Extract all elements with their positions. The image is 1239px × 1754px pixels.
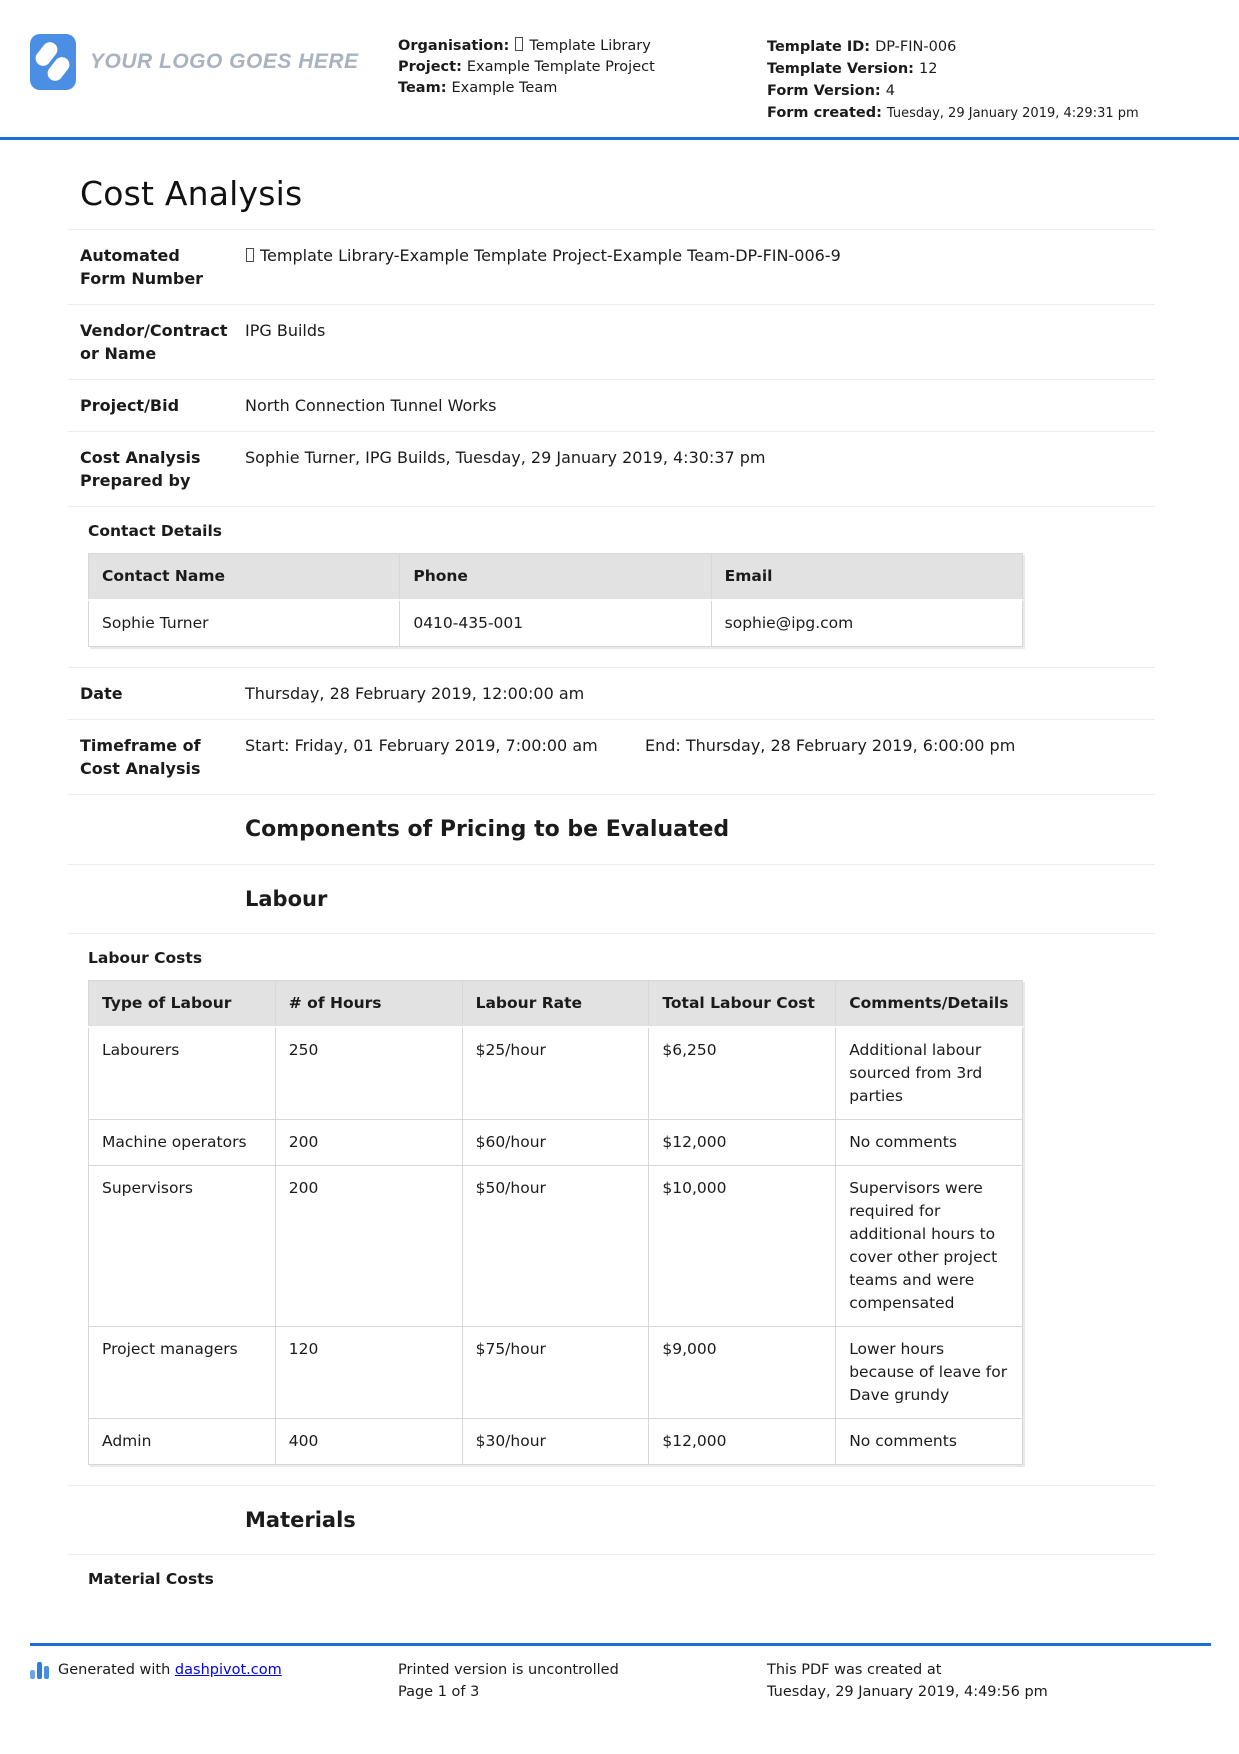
- comments-cell: Lower hours because of leave for Dave grundy: [836, 1327, 1023, 1419]
- table-header-row: [89, 981, 1023, 1028]
- field-value: North Connection Tunnel Works: [245, 396, 497, 415]
- field-project-bid: [68, 379, 1155, 431]
- field-date: [68, 667, 1155, 719]
- hours-cell: 250: [275, 1027, 462, 1120]
- total-cell: $12,000: [649, 1120, 836, 1166]
- rate-cell: $75/hour: [462, 1327, 649, 1419]
- column-header-labour-rate: Labour Rate: [462, 981, 649, 1028]
- project-line: Project: Example Template Project: [398, 59, 655, 75]
- column-header-phone: Phone: [400, 554, 711, 601]
- field-label: Cost Analysis Prepared by: [80, 448, 201, 490]
- column-header-hours: # of Hours: [275, 981, 462, 1028]
- rate-cell: $50/hour: [462, 1166, 649, 1327]
- footer-created-note: [767, 1659, 1211, 1703]
- organisation-line: Organisation: Template Library: [398, 38, 651, 54]
- contact-name-cell: Sophie Turner: [89, 600, 400, 647]
- form-version-line: Form Version: 4: [767, 83, 895, 99]
- section-heading: Labour: [245, 887, 328, 911]
- labour-costs-label: Labour Costs: [88, 949, 203, 967]
- rate-cell: $60/hour: [462, 1120, 649, 1166]
- page-header: [0, 0, 1239, 125]
- field-label: Automated Form Number: [80, 246, 204, 288]
- components-heading-block: [68, 794, 1155, 864]
- field-vendor-contractor-name: [68, 304, 1155, 379]
- type-cell: Supervisors: [89, 1166, 276, 1327]
- page-footer: [30, 1643, 1211, 1703]
- hours-cell: 200: [275, 1120, 462, 1166]
- contact-details-label: Contact Details: [88, 522, 223, 540]
- field-label: Date: [80, 684, 123, 703]
- labour-costs-section: [68, 933, 1155, 1485]
- hours-cell: 120: [275, 1327, 462, 1419]
- rate-cell: $25/hour: [462, 1027, 649, 1120]
- comments-cell: Additional labour sourced from 3rd parties: [836, 1027, 1023, 1120]
- comments-cell: Supervisors were required for additional hours to cover other project teams and were compensated: [836, 1166, 1023, 1327]
- type-cell: Labourers: [89, 1027, 276, 1120]
- field-value: IPG Builds: [245, 321, 326, 340]
- pdf-created-timestamp: Tuesday, 29 January 2019, 4:49:56 pm: [767, 1684, 1048, 1700]
- total-cell: $6,250: [649, 1027, 836, 1120]
- table-row: [89, 1166, 1023, 1327]
- labour-costs-table: [88, 980, 1023, 1465]
- field-automated-form-number: [68, 229, 1155, 304]
- field-label: Vendor/Contractor Name: [80, 321, 228, 363]
- header-org-block: [398, 34, 767, 125]
- field-label: Timeframe of Cost Analysis: [80, 736, 201, 778]
- page-title: Cost Analysis: [80, 174, 303, 213]
- timeframe-end: End: Thursday, 28 February 2019, 6:00:00 pm: [645, 736, 1016, 755]
- table-header-row: [89, 554, 1023, 601]
- comments-cell: No comments: [836, 1120, 1023, 1166]
- field-value: Template Library-Example Template Project-Example Team-DP-FIN-006-9: [230, 244, 1155, 290]
- type-cell: Admin: [89, 1419, 276, 1465]
- comments-cell: No comments: [836, 1419, 1023, 1465]
- column-header-email: Email: [711, 554, 1022, 601]
- contact-details-table: [88, 553, 1023, 647]
- field-prepared-by: [68, 431, 1155, 506]
- missing-glyph-icon: [246, 248, 254, 262]
- dashpivot-link[interactable]: dashpivot.com: [174, 1662, 282, 1678]
- footer-generated: [30, 1659, 398, 1703]
- type-cell: Machine operators: [89, 1120, 276, 1166]
- missing-glyph-icon: [515, 37, 523, 51]
- form-body: [68, 140, 1155, 1608]
- logo-mark-icon: [30, 34, 76, 90]
- footer-printed-note: [398, 1659, 767, 1703]
- timeframe-start: Start: Friday, 01 February 2019, 7:00:00 am: [245, 736, 598, 755]
- total-cell: $9,000: [649, 1327, 836, 1419]
- table-row: [89, 1419, 1023, 1465]
- material-costs-section: [68, 1554, 1155, 1608]
- total-cell: $10,000: [649, 1166, 836, 1327]
- material-costs-label: Material Costs: [88, 1570, 214, 1588]
- type-cell: Project managers: [89, 1327, 276, 1419]
- company-logo: [30, 34, 398, 125]
- dashpivot-bars-icon: [30, 1662, 49, 1679]
- pdf-created-text: This PDF was created at: [767, 1662, 942, 1678]
- total-cell: $12,000: [649, 1419, 836, 1465]
- materials-heading-block: [68, 1485, 1155, 1554]
- section-heading: Materials: [245, 1508, 356, 1532]
- column-header-type-of-labour: Type of Labour: [89, 981, 276, 1028]
- rate-cell: $30/hour: [462, 1419, 649, 1465]
- field-value: Sophie Turner, IPG Builds, Tuesday, 29 January 2019, 4:30:37 pm: [245, 448, 766, 467]
- field-label: Project/Bid: [80, 396, 180, 415]
- phone-cell: 0410-435-001: [400, 600, 711, 647]
- email-cell: sophie@ipg.com: [711, 600, 1022, 647]
- table-row: [89, 1120, 1023, 1166]
- field-value: Thursday, 28 February 2019, 12:00:00 am: [245, 684, 585, 703]
- team-line: Team: Example Team: [398, 80, 558, 96]
- labour-heading-block: [68, 864, 1155, 933]
- hours-cell: 400: [275, 1419, 462, 1465]
- section-heading: Components of Pricing to be Evaluated: [245, 817, 730, 842]
- title-block: [68, 140, 1155, 229]
- header-meta-block: [767, 34, 1209, 125]
- column-header-contact-name: Contact Name: [89, 554, 400, 601]
- form-created-line: Form created: Tuesday, 29 January 2019, 4:29:31 pm: [767, 105, 1139, 121]
- table-row: [89, 600, 1023, 647]
- table-row: [89, 1027, 1023, 1120]
- table-row: [89, 1327, 1023, 1419]
- logo-placeholder-text: YOUR LOGO GOES HERE: [90, 50, 359, 73]
- hours-cell: 200: [275, 1166, 462, 1327]
- field-timeframe: [68, 719, 1155, 794]
- template-version-line: Template Version: 12: [767, 61, 938, 77]
- template-id-line: Template ID: DP-FIN-006: [767, 39, 957, 55]
- column-header-comments: Comments/Details: [836, 981, 1023, 1028]
- generated-with-text: Generated with: [58, 1662, 171, 1678]
- page-number-text: Page 1 of 3: [398, 1684, 480, 1700]
- column-header-total-labour-cost: Total Labour Cost: [649, 981, 836, 1028]
- contact-details-section: [68, 506, 1155, 667]
- printed-version-text: Printed version is uncontrolled: [398, 1662, 619, 1678]
